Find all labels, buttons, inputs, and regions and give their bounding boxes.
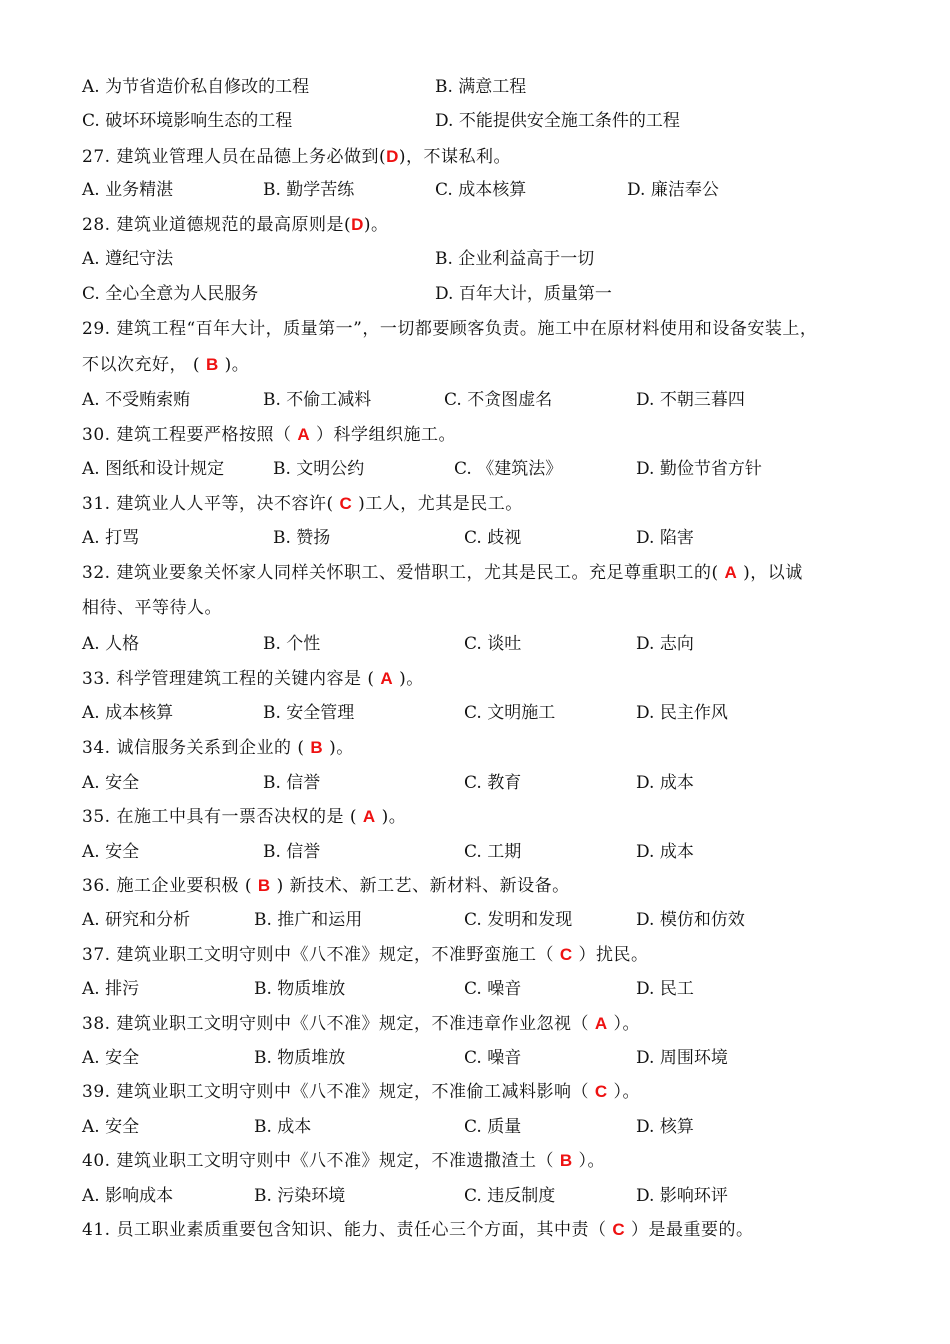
question-text-tail: ）扰民。 [572, 945, 649, 965]
question-text: 30. 建筑工程要严格按照（ [82, 425, 298, 445]
options-line [82, 1046, 902, 1070]
option-item: A. 遵纪守法 [82, 249, 174, 269]
answer-letter: B [257, 876, 271, 895]
option-item: A. 安全 [82, 773, 140, 793]
option-item: C. 成本核算 [435, 180, 527, 200]
question-text-tail: ）。 [572, 1151, 606, 1171]
question-line [82, 423, 456, 447]
question-line [82, 317, 817, 341]
options-line [82, 1115, 902, 1139]
option-item: B. 个性 [263, 634, 321, 654]
options-line [82, 632, 902, 656]
option-item: B. 推广和运用 [254, 910, 363, 930]
question-text: 34. 诚信服务关系到企业的 ( [82, 738, 311, 758]
options-line [82, 388, 902, 412]
option-item: D. 廉洁奉公 [627, 180, 719, 200]
option-item: C. 噪音 [464, 1048, 522, 1068]
option-item: D. 勤俭节省方针 [636, 459, 762, 479]
option-item: A. 打骂 [82, 528, 140, 548]
question-text-tail: ) 新技术、新工艺、新材料、新设备。 [270, 876, 570, 896]
option-item: D. 成本 [636, 842, 694, 862]
option-item: C. 破坏环境影响生态的工程 [82, 111, 293, 131]
option-item: A. 安全 [82, 1048, 140, 1068]
option-item: C. 教育 [464, 773, 522, 793]
question-text: 29. 建筑工程“百年大计，质量第一”，一切都要顾客负责。施工中在原材料使用和设备安装上， [82, 319, 818, 339]
question-text: 37. 建筑业职工文明守则中《八不准》规定，不准野蛮施工（ [82, 945, 560, 965]
options-line [82, 701, 902, 725]
option-item: B. 信誉 [263, 842, 321, 862]
answer-letter: A [297, 425, 311, 444]
question-text-tail: ）科学组织施工。 [310, 425, 457, 445]
answer-letter: A [594, 1014, 608, 1033]
answer-letter: C [612, 1220, 626, 1239]
question-text: 35. 在施工中具有一票否决权的是 ( [82, 807, 363, 827]
question-text-tail: )。 [323, 738, 354, 758]
question-text-tail: )。 [363, 215, 389, 235]
question-text-tail: ）。 [607, 1014, 641, 1034]
question-line [82, 805, 406, 829]
option-item: B. 物质堆放 [254, 979, 346, 999]
option-item: C. 全心全意为人民服务 [82, 284, 259, 304]
option-item: C. 违反制度 [464, 1186, 556, 1206]
option-item: B. 安全管理 [263, 703, 355, 723]
option-item: A. 不受贿索贿 [82, 390, 191, 410]
option-item: A. 研究和分析 [82, 910, 191, 930]
options-line [82, 908, 902, 932]
option-item: C. 工期 [464, 842, 522, 862]
question-line [82, 353, 249, 377]
option-item: B. 成本 [254, 1117, 312, 1137]
option-item: D. 百年大计，质量第一 [435, 284, 612, 304]
answer-letter: B [559, 1151, 573, 1170]
question-text-tail: )。 [375, 807, 407, 827]
option-item: B. 企业利益高于一切 [435, 249, 595, 269]
answer-letter: C [339, 494, 353, 513]
option-item: B. 文明公约 [273, 459, 365, 479]
answer-letter: B [310, 738, 324, 757]
option-item: B. 污染环境 [254, 1186, 346, 1206]
options-line [82, 840, 902, 864]
question-text-tail: )。 [218, 355, 250, 375]
option-item: D. 不朝三暮四 [636, 390, 745, 410]
option-item: C. 发明和发现 [464, 910, 573, 930]
options-line [82, 1184, 902, 1208]
question-text-tail: )，以诚 [737, 563, 803, 583]
question-line [82, 736, 354, 760]
question-line [82, 145, 511, 169]
question-text: 31. 建筑业人人平等，决不容许( [82, 494, 340, 514]
option-item: A. 安全 [82, 1117, 140, 1137]
options-line [82, 526, 902, 550]
question-line [82, 213, 389, 237]
options-line [82, 178, 902, 202]
question-line [82, 1149, 605, 1173]
answer-letter: A [380, 669, 394, 688]
option-item: C. 歧视 [464, 528, 522, 548]
question-line [82, 596, 222, 620]
option-item: B. 物质堆放 [254, 1048, 346, 1068]
option-item: D. 不能提供安全施工条件的工程 [435, 111, 680, 131]
question-text: 39. 建筑业职工文明守则中《八不准》规定，不准偷工减料影响（ [82, 1082, 595, 1102]
question-text-tail: ）是最重要的。 [625, 1220, 754, 1240]
answer-letter: A [724, 563, 738, 582]
option-item: A. 业务精湛 [82, 180, 174, 200]
option-item: B. 勤学苦练 [263, 180, 355, 200]
option-item: C. 《建筑法》 [454, 459, 563, 479]
answer-letter: C [594, 1082, 608, 1101]
question-text: 27. 建筑业管理人员在品德上务必做到( [82, 147, 387, 167]
question-text: 不以次充好， ( [82, 355, 206, 375]
question-text: 相待、平等待人。 [82, 598, 222, 618]
question-text-tail: )，不谋私利。 [398, 147, 511, 167]
option-item: C. 文明施工 [464, 703, 556, 723]
option-item: D. 民主作风 [636, 703, 728, 723]
question-line [82, 1012, 640, 1036]
answer-letter: D [351, 215, 364, 234]
question-line [82, 561, 803, 585]
option-item: B. 信誉 [263, 773, 321, 793]
answer-letter: D [386, 147, 399, 166]
option-item: A. 成本核算 [82, 703, 174, 723]
option-item: A. 排污 [82, 979, 140, 999]
options-line [82, 75, 902, 99]
option-item: C. 不贪图虚名 [444, 390, 553, 410]
option-item: D. 民工 [636, 979, 694, 999]
question-text: 36. 施工企业要积极 ( [82, 876, 258, 896]
question-text: 33. 科学管理建筑工程的关键内容是 ( [82, 669, 381, 689]
option-item: C. 噪音 [464, 979, 522, 999]
option-item: B. 满意工程 [435, 77, 527, 97]
question-text: 28. 建筑业道德规范的最高原则是( [82, 215, 352, 235]
question-line [82, 492, 523, 516]
option-item: C. 谈吐 [464, 634, 522, 654]
question-text: 38. 建筑业职工文明守则中《八不准》规定，不准违章作业忽视（ [82, 1014, 595, 1034]
option-item: A. 影响成本 [82, 1186, 174, 1206]
question-line [82, 943, 649, 967]
question-text: 41. 员工职业素质重要包含知识、能力、责任心三个方面，其中责（ [82, 1220, 613, 1240]
options-line [82, 282, 902, 306]
options-line [82, 977, 902, 1001]
option-item: A. 图纸和设计规定 [82, 459, 225, 479]
option-item: A. 为节省造价私自修改的工程 [82, 77, 310, 97]
option-item: D. 周围环境 [636, 1048, 728, 1068]
question-text-tail: )。 [393, 669, 424, 689]
options-line [82, 457, 902, 481]
options-line [82, 771, 902, 795]
question-line [82, 1080, 640, 1104]
option-item: D. 陷害 [636, 528, 694, 548]
question-text-tail: ）。 [607, 1082, 641, 1102]
option-item: D. 核算 [636, 1117, 694, 1137]
option-item: D. 成本 [636, 773, 694, 793]
answer-letter: A [362, 807, 376, 826]
question-line [82, 667, 424, 691]
options-line [82, 109, 902, 133]
option-item: B. 赞扬 [273, 528, 331, 548]
option-item: A. 人格 [82, 634, 140, 654]
options-line [82, 247, 902, 271]
question-text: 32. 建筑业要象关怀家人同样关怀职工、爱惜职工，尤其是民工。充足尊重职工的( [82, 563, 725, 583]
answer-letter: C [559, 945, 573, 964]
question-line [82, 1218, 754, 1242]
answer-letter: B [205, 355, 219, 374]
option-item: A. 安全 [82, 842, 140, 862]
option-item: D. 影响环评 [636, 1186, 728, 1206]
option-item: D. 模仿和仿效 [636, 910, 745, 930]
question-line [82, 874, 570, 898]
option-item: C. 质量 [464, 1117, 522, 1137]
option-item: D. 志向 [636, 634, 694, 654]
option-item: B. 不偷工减料 [263, 390, 372, 410]
question-text: 40. 建筑业职工文明守则中《八不准》规定，不准遗撒渣土（ [82, 1151, 560, 1171]
question-text-tail: )工人，尤其是民工。 [352, 494, 523, 514]
